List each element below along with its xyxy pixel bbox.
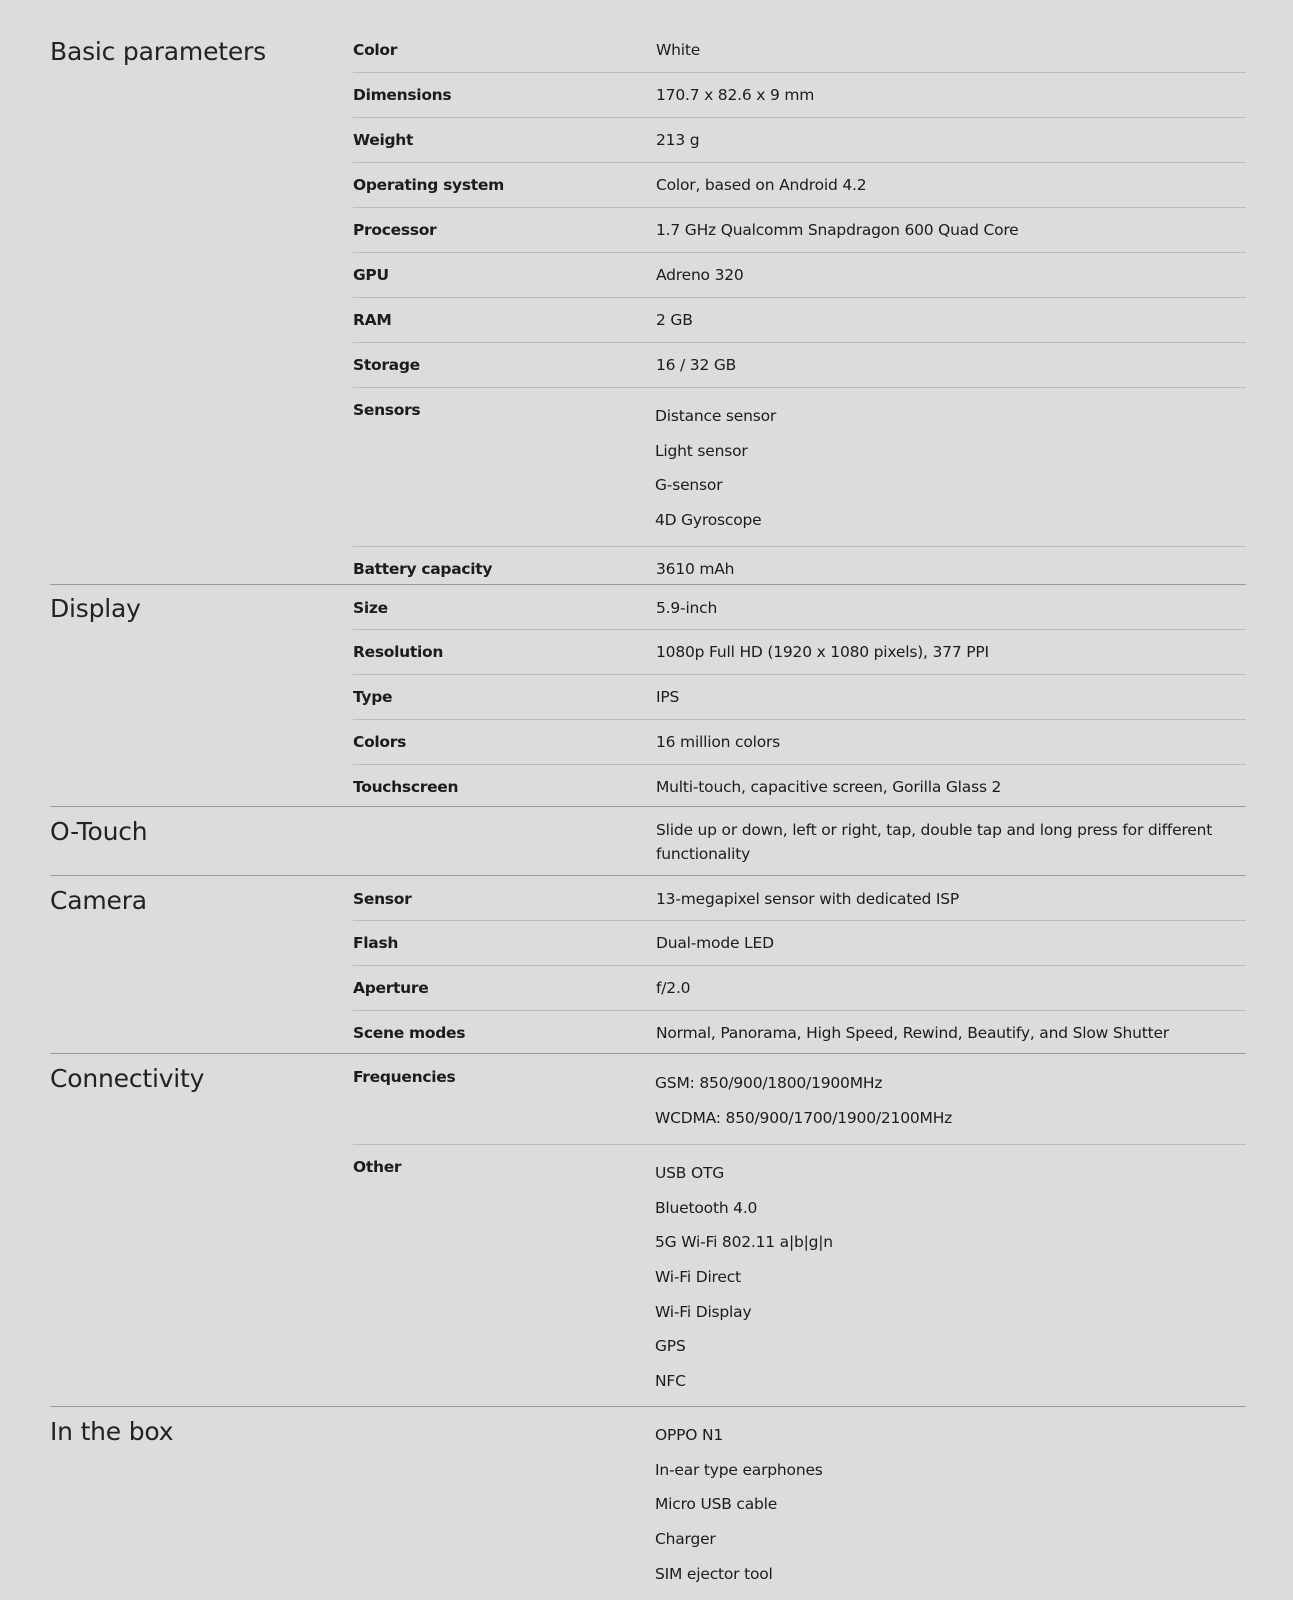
- spec-label: RAM: [353, 311, 392, 329]
- spec-value-list: [655, 1066, 952, 1135]
- list-item: Micro USB cable: [655, 1495, 778, 1514]
- spec-label: Processor: [353, 221, 437, 239]
- spec-row-aperture: [353, 965, 1246, 1010]
- spec-rows: [353, 807, 1246, 875]
- spec-row-dimensions: [353, 72, 1246, 117]
- spec-value: Normal, Panorama, High Speed, Rewind, Beautify, and Slow Shutter: [656, 1024, 1169, 1042]
- spec-label: Sensor: [353, 890, 412, 908]
- spec-value: 170.7 x 82.6 x 9 mm: [656, 86, 815, 104]
- spec-value: Dual-mode LED: [656, 934, 774, 952]
- spec-value: 1080p Full HD (1920 x 1080 pixels), 377 PPI: [656, 643, 989, 661]
- list-item: OPPO N1: [655, 1426, 724, 1444]
- list-item: Bluetooth 4.0: [655, 1198, 758, 1217]
- spec-label: Touchscreen: [353, 778, 459, 796]
- spec-label: Other: [353, 1158, 402, 1176]
- spec-row-other: [353, 1144, 1246, 1406]
- spec-label: Sensors: [353, 401, 421, 419]
- spec-row-processor: [353, 207, 1246, 252]
- spec-row-colors: [353, 719, 1246, 764]
- spec-label: Type: [353, 688, 393, 706]
- spec-label: Frequencies: [353, 1068, 456, 1086]
- spec-label: Weight: [353, 131, 414, 149]
- spec-value-list: [655, 1418, 823, 1591]
- list-item: GSM: 850/900/1800/1900MHz: [655, 1074, 883, 1092]
- spec-row-frequencies: [353, 1054, 1246, 1144]
- section-title: Display: [50, 594, 141, 623]
- list-item: Charger: [655, 1530, 716, 1549]
- spec-row-size: [353, 585, 1246, 629]
- spec-row-scene-modes: [353, 1010, 1246, 1055]
- spec-label: Battery capacity: [353, 560, 493, 578]
- list-item: Wi-Fi Display: [655, 1302, 752, 1321]
- spec-row-color: [353, 0, 1246, 72]
- spec-label: Aperture: [353, 979, 429, 997]
- spec-label: GPU: [353, 266, 389, 284]
- spec-value-list: [655, 1156, 833, 1399]
- spec-row-battery-capacity: [353, 546, 1246, 590]
- spec-value: 213 g: [656, 131, 700, 149]
- spec-value: White: [656, 41, 701, 59]
- spec-label: Flash: [353, 934, 399, 952]
- spec-label: Color: [353, 41, 398, 59]
- spec-label: Storage: [353, 356, 420, 374]
- spec-label: Size: [353, 599, 388, 617]
- spec-row-storage: [353, 342, 1246, 387]
- section-title: Connectivity: [50, 1064, 205, 1093]
- spec-rows: [353, 1407, 1246, 1597]
- spec-label: Operating system: [353, 176, 504, 194]
- spec-value: 16 / 32 GB: [656, 356, 737, 374]
- spec-value: 2 GB: [656, 311, 693, 329]
- list-item: NFC: [655, 1372, 686, 1391]
- list-item: 5G Wi-Fi 802.11 a|b|g|n: [655, 1233, 833, 1252]
- spec-value: 13-megapixel sensor with dedicated ISP: [656, 890, 960, 908]
- spec-rows: [353, 585, 1246, 809]
- list-item: USB OTG: [655, 1164, 725, 1182]
- spec-row-o-touch: [353, 807, 1246, 875]
- spec-row-gpu: [353, 252, 1246, 297]
- spec-label: Scene modes: [353, 1024, 466, 1042]
- list-item: WCDMA: 850/900/1700/1900/2100MHz: [655, 1108, 953, 1127]
- list-item: GPS: [655, 1337, 686, 1356]
- spec-rows: [353, 876, 1246, 1055]
- spec-value: f/2.0: [656, 979, 691, 997]
- list-item: Wi-Fi Direct: [655, 1268, 741, 1287]
- list-item: G-sensor: [655, 476, 723, 495]
- spec-row-weight: [353, 117, 1246, 162]
- list-item: SIM ejector tool: [655, 1564, 773, 1583]
- spec-value: IPS: [656, 688, 680, 706]
- section-in-the-box: [50, 1407, 1246, 1597]
- spec-row-in-the-box: [353, 1407, 1246, 1597]
- spec-row-operating-system: [353, 162, 1246, 207]
- spec-value: Adreno 320: [656, 266, 744, 284]
- list-item: Light sensor: [655, 441, 748, 460]
- section-basic-parameters: [50, 0, 1246, 585]
- section-display: [50, 585, 1246, 807]
- spec-row-touchscreen: [353, 764, 1246, 809]
- spec-row-sensor: [353, 876, 1246, 920]
- spec-value: 16 million colors: [656, 733, 781, 751]
- spec-value: 1.7 GHz Qualcomm Snapdragon 600 Quad Core: [656, 221, 1019, 239]
- list-item: 4D Gyroscope: [655, 511, 762, 530]
- spec-label: Dimensions: [353, 86, 452, 104]
- spec-value: Multi-touch, capacitive screen, Gorilla Glass 2: [656, 778, 1002, 796]
- spec-rows: [353, 0, 1246, 590]
- spec-label: Resolution: [353, 643, 444, 661]
- section-title: O-Touch: [50, 817, 148, 846]
- spec-row-sensors: [353, 387, 1246, 546]
- section-title: In the box: [50, 1417, 174, 1446]
- spec-row-ram: [353, 297, 1246, 342]
- section-connectivity: [50, 1054, 1246, 1407]
- spec-row-type: [353, 674, 1246, 719]
- spec-row-resolution: [353, 629, 1246, 674]
- spec-value: Color, based on Android 4.2: [656, 176, 867, 194]
- section-title: Camera: [50, 886, 147, 915]
- spec-value: Slide up or down, left or right, tap, double tap and long press for different functionality: [656, 821, 1213, 863]
- list-item: Distance sensor: [655, 407, 777, 425]
- list-item: In-ear type earphones: [655, 1460, 823, 1479]
- spec-value: 3610 mAh: [656, 560, 735, 578]
- spec-value: 5.9-inch: [656, 599, 718, 617]
- spec-rows: [353, 1054, 1246, 1406]
- spec-row-flash: [353, 920, 1246, 965]
- spec-value-list: [655, 399, 776, 538]
- section-o-touch: [50, 807, 1246, 876]
- section-title: Basic parameters: [50, 37, 266, 66]
- spec-label: Colors: [353, 733, 407, 751]
- section-camera: [50, 876, 1246, 1054]
